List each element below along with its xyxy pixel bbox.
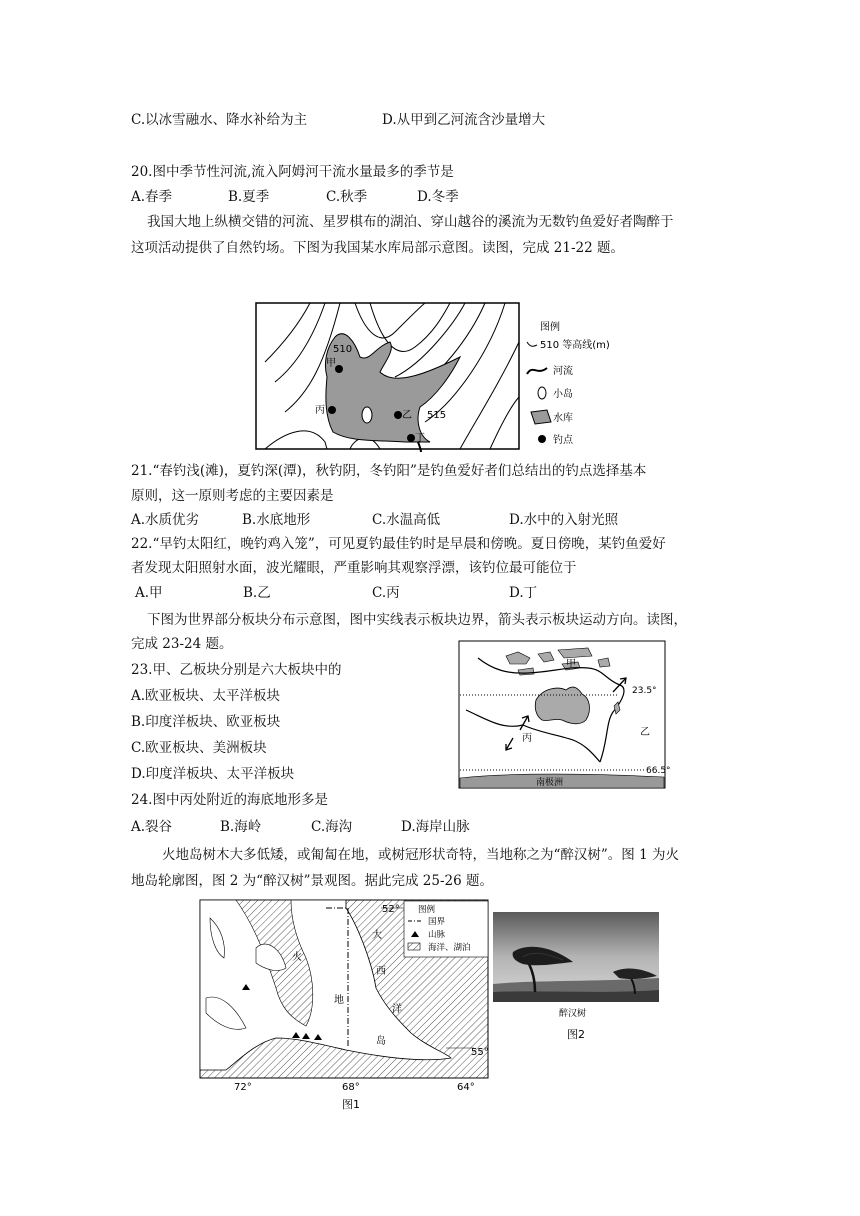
place-huo: 火 [292,952,302,963]
q22-option-d: D.丁 [509,585,538,601]
fishing-point-bing [328,406,336,414]
intro-23-line1: 下图为世界部分板块分布示意图，图中实线表示板块边界，箭头表示板块运动方向。读图， [147,612,687,628]
label-bing: 丙 [315,405,325,416]
q24-option-a: A.裂谷 [131,819,173,835]
lon-72: 72° [234,1082,252,1093]
tierra-del-fuego-map [196,898,492,1110]
q24-option-c: C.海沟 [311,819,353,835]
fishing-point-yi [394,411,402,419]
place-da: 大 [372,930,382,941]
lon-64: 64° [457,1082,475,1093]
q22-option-b: B.乙 [243,585,271,601]
lon-68: 68° [342,1082,360,1093]
q22-option-a: A.甲 [135,585,163,601]
intro-25-line1: 火地岛树木大多低矮，或匍匐在地，或树冠形状奇特，当地称之为“醉汉树”。图 1 为火 [162,847,679,863]
legend-island: 小岛 [553,389,573,400]
q19-option-c: C.以冰雪融水、降水补给为主 [131,112,308,128]
q21-option-b: B.水底地形 [242,512,311,528]
lat-23-5: 23.5° [632,686,657,696]
intro-25-line2: 地岛轮廓图，图 2 为“醉汉树”景观图。据此完成 25-26 题。 [131,873,493,889]
legend-contour: 510 等高线(m) [540,340,610,351]
fishing-point-icon [538,435,546,443]
place-di: 地 [334,995,344,1006]
q22-line1: 22.“早钓太阳红，晚钓鸡入笼”，可见夏钓最佳钓时是早晨和傍晚。夏日傍晚，某钓鱼爱好 [131,536,666,552]
q22-option-c: C.丙 [372,585,400,601]
drunk-tree-photo [493,912,659,1042]
label-ding: 丁 [415,433,425,444]
river-icon [527,368,547,374]
fig1-legend-sea: 海洋、湖泊 [428,943,471,953]
fishing-point-ding [407,434,415,442]
contour-icon [527,342,537,346]
q20-stem: 20.图中季节性河流,流入阿姆河干流水量最多的季节是 [131,164,454,180]
intro-21-line1: 我国大地上纵横交错的河流、星罗棋布的湖泊、穿山越谷的溪流为无数钓鱼爱好者陶醉于 [147,214,674,230]
reservoir-map [255,302,725,452]
plate-label-jia: 甲 [566,659,576,670]
sea-lake-icon [408,943,420,950]
fig2-caption: 图2 [567,1028,585,1041]
contour-label-510: 510 [333,344,353,355]
place-yang: 洋 [392,1004,402,1015]
label-jia: 甲 [326,358,336,369]
q24-stem: 24.图中丙处附近的海底地形多是 [131,792,328,808]
legend-reservoir: 水库 [553,413,573,424]
photo-caption: 醉汉树 [559,1009,587,1019]
q23-stem: 23.甲、乙板块分别是六大板块中的 [131,662,342,678]
q20-option-a: A.春季 [131,189,173,205]
lat-66-5: 66.5° [646,766,671,776]
q21-option-a: A.水质优劣 [131,512,200,528]
q21-line1: 21.“春钓浅(滩)，夏钓深(潭)，秋钓阴，冬钓阳”是钓鱼爱好者们总结出的钓点选择基本 [131,463,647,479]
intro-21-line2: 这项活动提供了自然钓场。下图为我国某水库局部示意图。读图，完成 21-22 题。 [131,240,624,256]
q22-line2: 者发现太阳照射水面，波光耀眼，严重影响其观察浮漂，该钓位最可能位于 [131,560,577,576]
fig1-legend-title: 图例 [418,905,436,915]
legend-fishing-point: 钓点 [553,435,573,446]
reservoir-legend [527,320,610,446]
q24-option-d: D.海岸山脉 [401,819,470,835]
fig1-legend-mountain: 山脉 [428,930,446,940]
intro-23-line2: 完成 23-24 题。 [131,636,233,652]
lat-52: 52° [382,904,400,915]
q21-line2: 原则，这一原则考虑的主要因素是 [131,488,334,504]
fig1-legend-border: 国界 [428,917,446,927]
place-xi: 西 [376,966,386,977]
q23-option-a: A.欧亚板块、太平洋板块 [131,688,281,704]
q20-option-c: C.秋季 [326,189,368,205]
plate-label-bing: 丙 [522,733,532,744]
legend-title: 图例 [540,322,560,333]
q23-option-d: D.印度洋板块、太平洋板块 [131,766,295,782]
reservoir-icon [531,410,551,424]
island-icon [538,387,546,399]
plate-label-antarctica: 南极洲 [536,778,564,788]
fig1-caption: 图1 [342,1098,360,1111]
q20-option-d: D.冬季 [417,189,459,205]
island-shape [362,407,372,423]
q20-option-b: B.夏季 [228,189,270,205]
legend-river: 河流 [553,366,573,377]
q21-option-d: D.水中的入射光照 [509,512,619,528]
label-yi: 乙 [402,410,412,421]
fishing-point-jia [335,365,343,373]
contour-label-515: 515 [427,410,447,421]
lat-55: 55° [471,1047,489,1058]
plate-label-yi: 乙 [640,727,650,738]
q23-option-b: B.印度洋板块、欧亚板块 [131,714,281,730]
q21-option-c: C.水温高低 [372,512,441,528]
q23-option-c: C.欧亚板块、美洲板块 [131,740,267,756]
place-dao: 岛 [376,1036,386,1047]
q24-option-b: B.海岭 [220,819,262,835]
plate-map [458,640,671,790]
q19-option-d: D.从甲到乙河流含沙量增大 [382,112,546,128]
